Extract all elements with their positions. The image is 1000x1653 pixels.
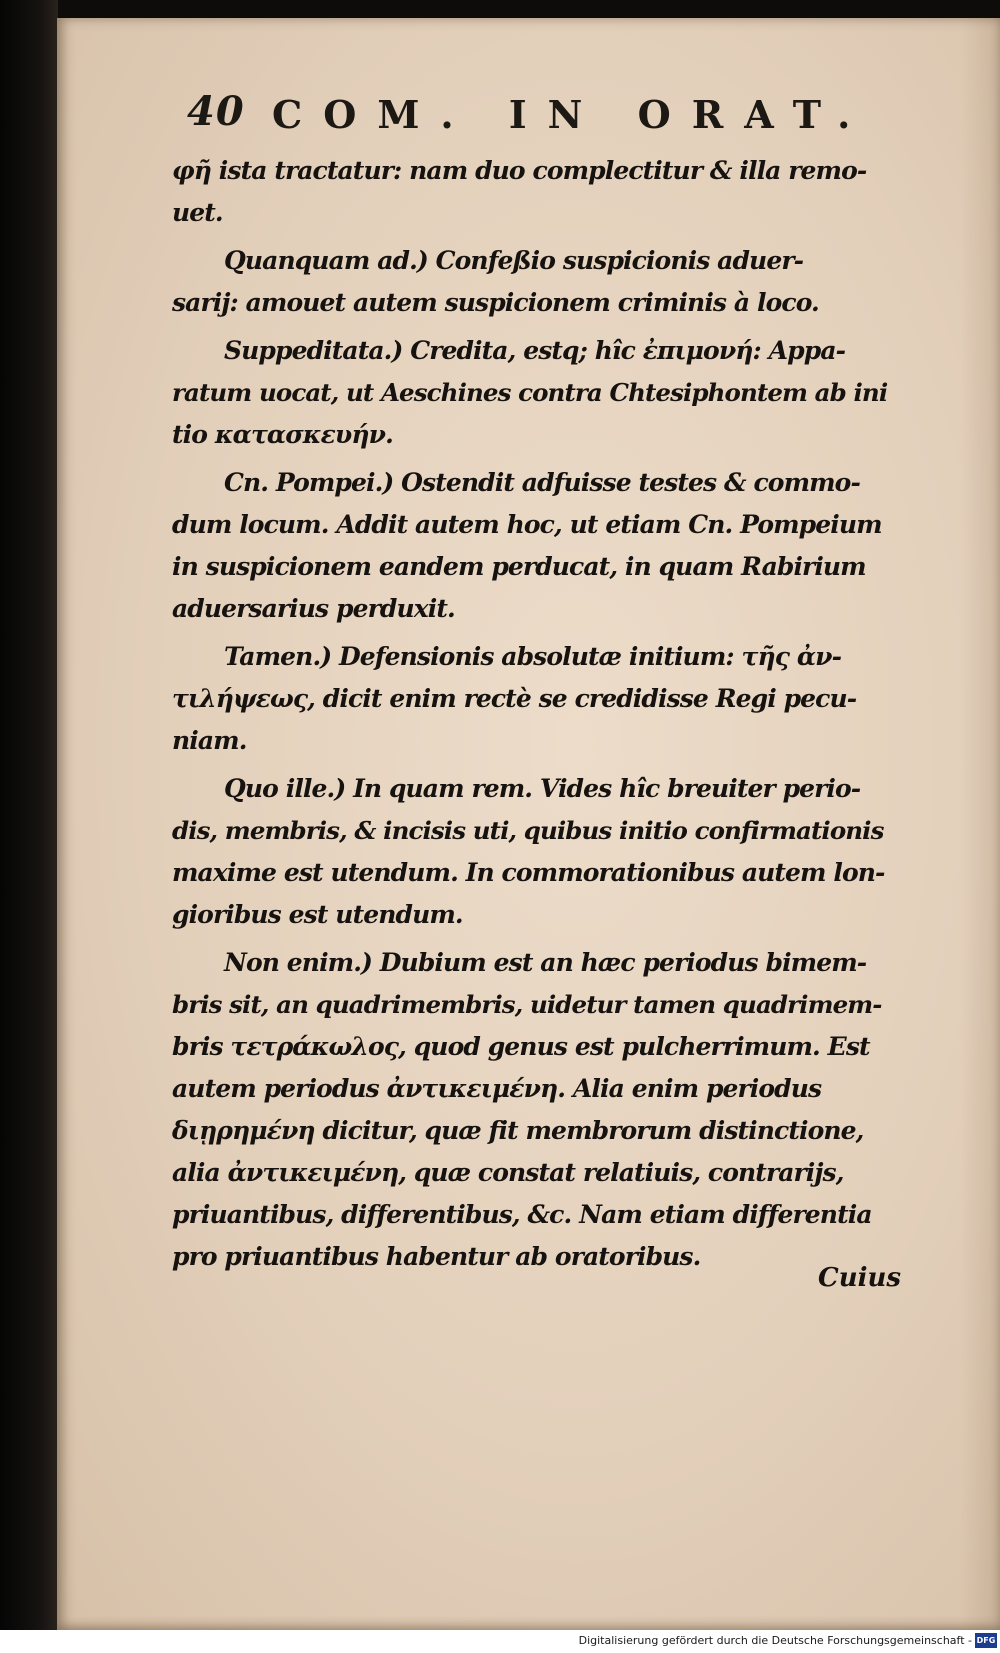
page-number: 40 bbox=[187, 88, 245, 135]
text-line: niam. bbox=[172, 726, 247, 755]
text-line: aduersarius perduxit. bbox=[172, 594, 455, 623]
text-line: τιλήψεως, dicit enim rectè se credidisse Regi pecu- bbox=[172, 684, 857, 713]
text-line: bris sit, an quadrimembris, uidetur tamen quadrimem- bbox=[172, 990, 882, 1019]
running-title: COM. IN ORAT. bbox=[272, 92, 872, 137]
text-line: φῆ ista tractatur: nam duo complectitur & illa remo- bbox=[172, 156, 867, 185]
text-line: ratum uocat, ut Aeschines contra Chtesiphontem ab ini bbox=[172, 378, 888, 407]
text-line: sarij: amouet autem suspicionem criminis à loco. bbox=[172, 288, 819, 317]
text-line-lemma: Tamen.) Defensionis absolutæ initium: τῆς ἀν- bbox=[224, 642, 842, 671]
text-line: maxime est utendum. In commorationibus autem lon- bbox=[172, 858, 885, 887]
text-line: gioribus est utendum. bbox=[172, 900, 463, 929]
text-line: alia ἀντικειμένη, quæ constat relatiuis, contrarijs, bbox=[172, 1158, 844, 1187]
dfg-logo-icon: DFG bbox=[975, 1633, 997, 1648]
text-line: autem periodus ἀντικειμένη. Alia enim periodus bbox=[172, 1074, 822, 1103]
text-line: dis, membris, & incisis uti, quibus initio confirmationis bbox=[172, 816, 884, 845]
text-line: pro priuantibus habentur ab oratoribus. bbox=[172, 1242, 701, 1271]
text-line: bris τετράκωλος, quod genus est pulcherrimum. Est bbox=[172, 1032, 870, 1061]
commentary-text bbox=[172, 150, 887, 1278]
text-line: uet. bbox=[172, 198, 223, 227]
funding-credit: Digitalisierung gefördert durch die Deutsche Forschungsgemeinschaft - bbox=[578, 1634, 972, 1647]
text-line-lemma: Quo ille.) In quam rem. Vides hîc breuiter perio- bbox=[224, 774, 861, 803]
text-line-lemma: Non enim.) Dubium est an hæc periodus bimem- bbox=[224, 948, 867, 977]
text-line: διῃρημένη dicitur, quæ fit membrorum distinctione, bbox=[172, 1116, 864, 1145]
digitization-footer bbox=[0, 1630, 1000, 1653]
page-shade bbox=[960, 18, 1000, 1630]
text-line: in suspicionem eandem perducat, in quam Rabirium bbox=[172, 552, 866, 581]
book-spine-shadow bbox=[0, 0, 58, 1653]
text-line: tio κατασκευήν. bbox=[172, 420, 393, 449]
text-line-lemma: Suppeditata.) Credita, estq; hîc ἐπιμονή: Appa- bbox=[224, 336, 846, 365]
text-line: dum locum. Addit autem hoc, ut etiam Cn. Pompeium bbox=[172, 510, 882, 539]
page-header bbox=[187, 88, 887, 138]
text-line-lemma: Quanquam ad.) Confeßio suspicionis aduer- bbox=[224, 246, 804, 275]
catchword: Cuius bbox=[818, 1263, 902, 1293]
text-line: priuantibus, differentibus, &c. Nam etiam differentia bbox=[172, 1200, 872, 1229]
text-line-lemma: Cn. Pompei.) Ostendit adfuisse testes & commo- bbox=[224, 468, 860, 497]
